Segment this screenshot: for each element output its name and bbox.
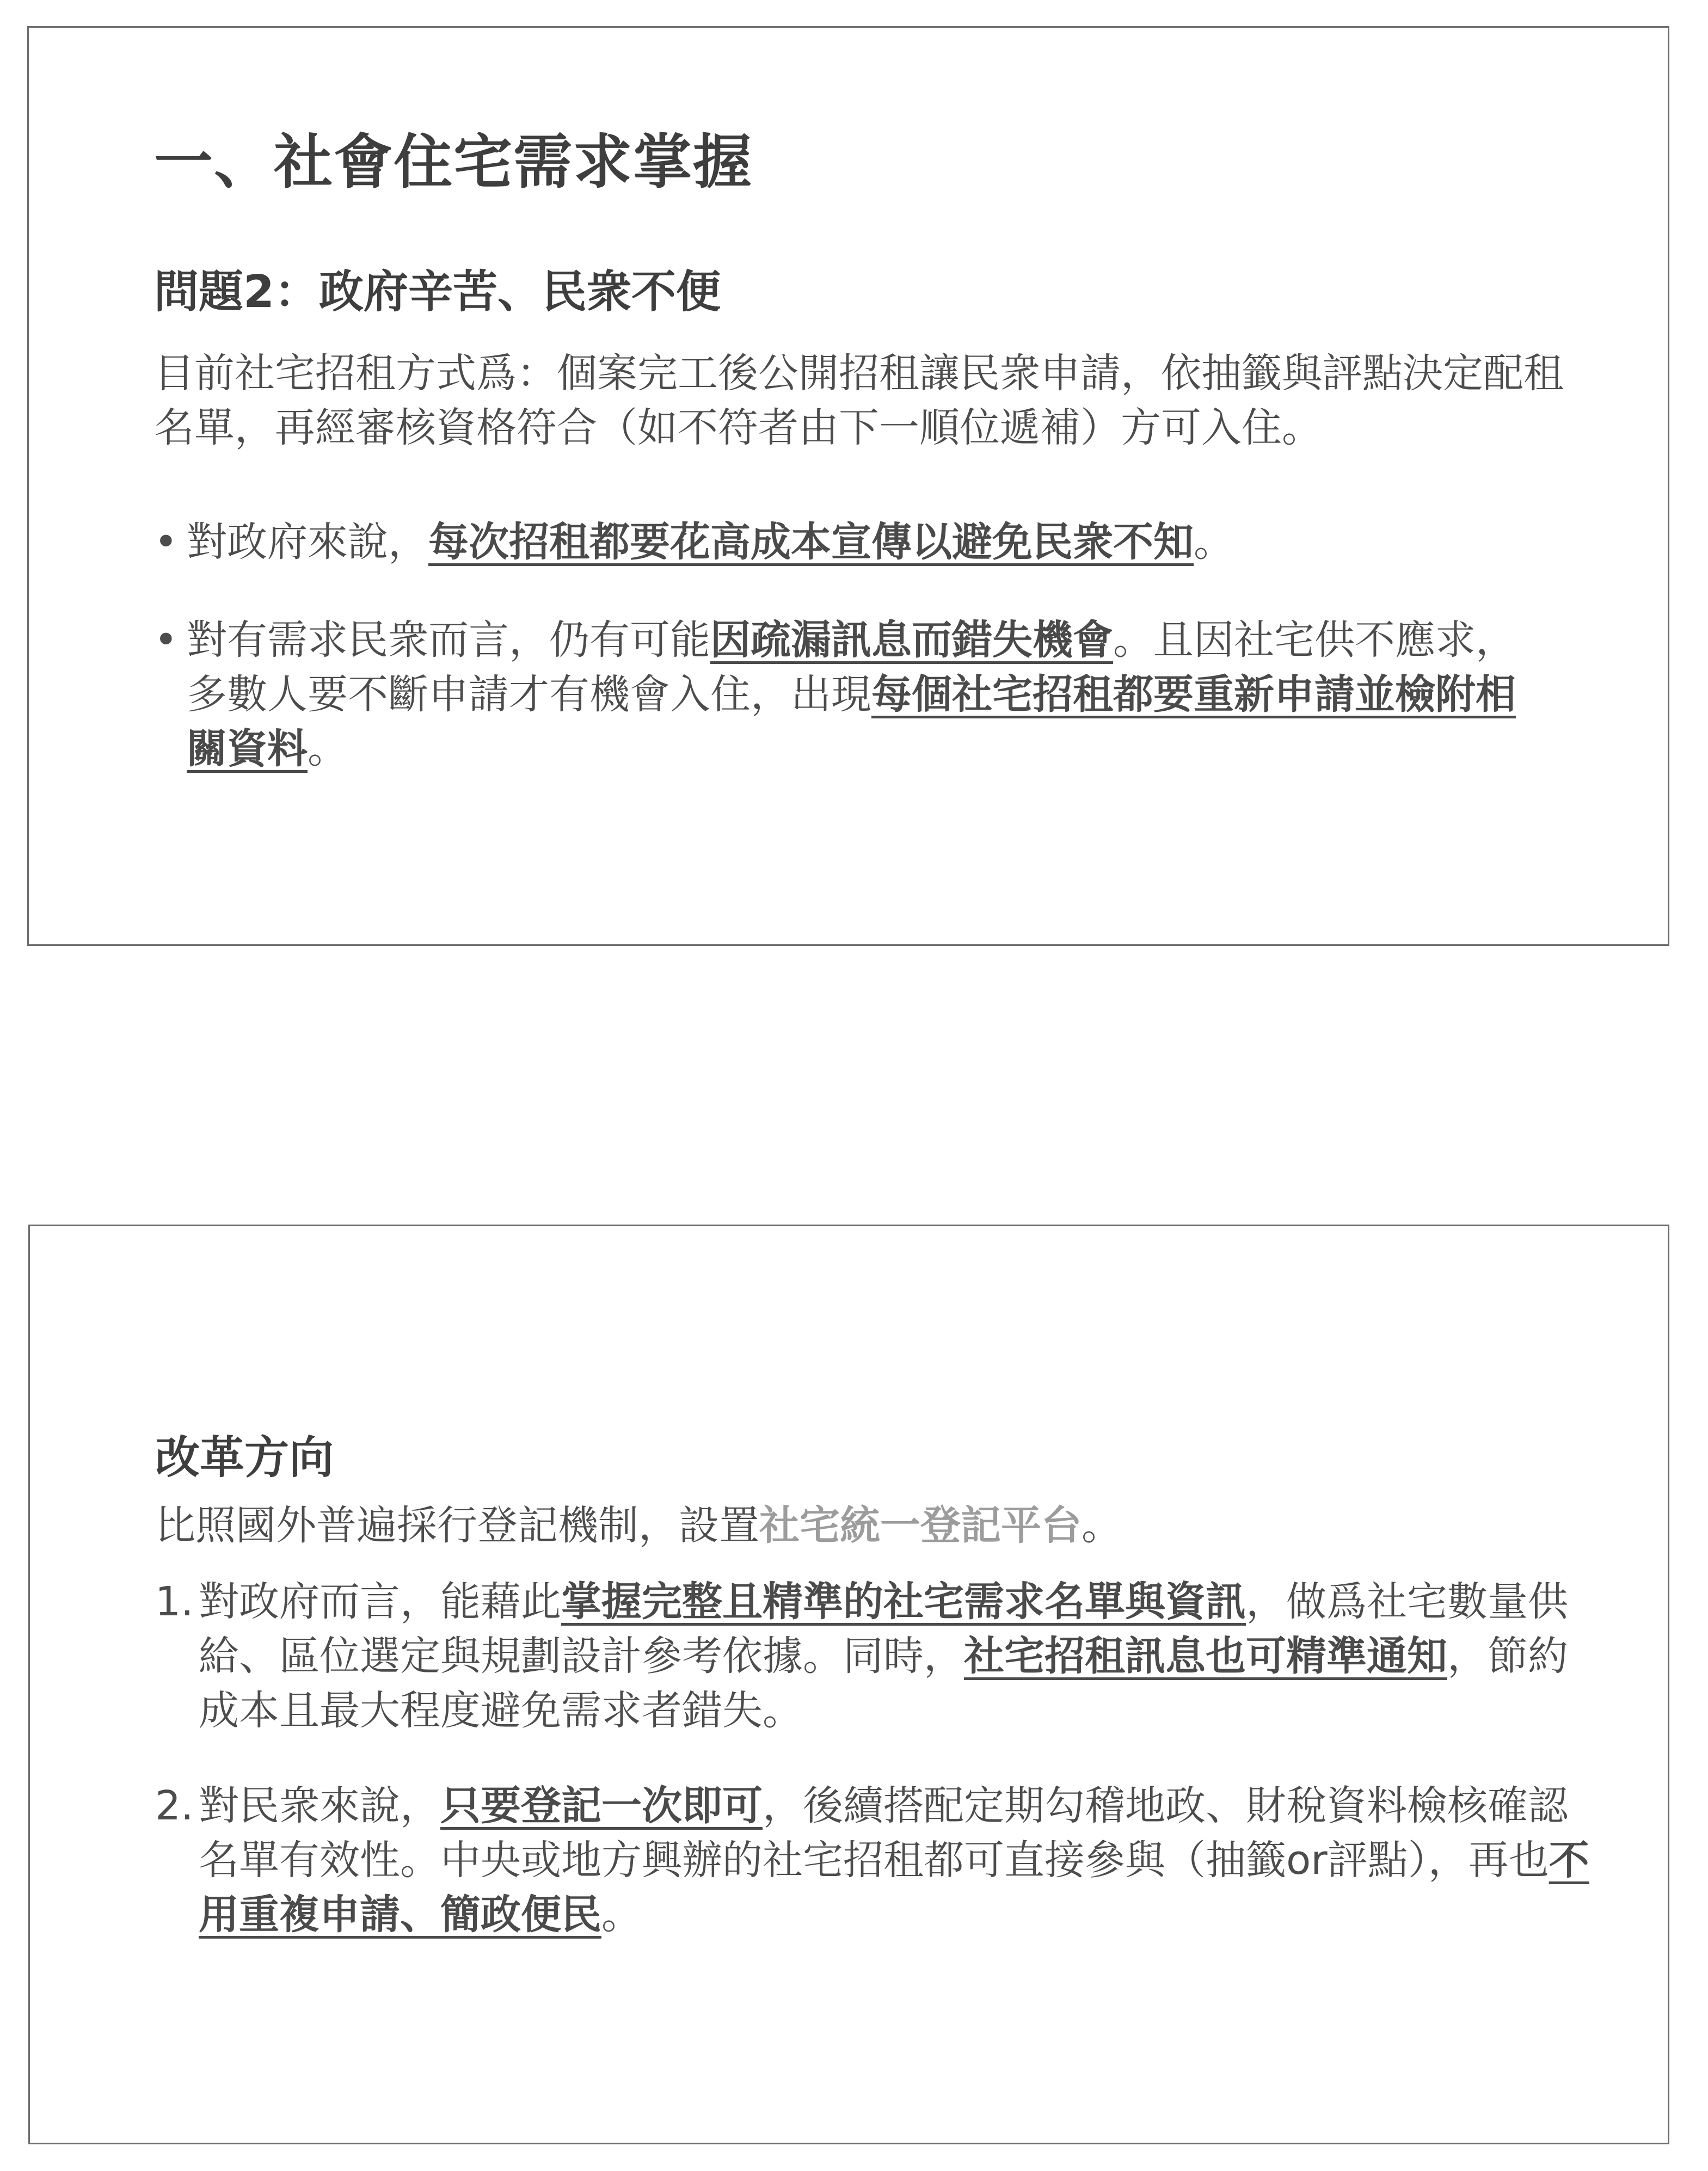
bullet-public: [154, 613, 1547, 776]
emphasis-text: 因疏漏訊息而錯失機會: [710, 617, 1113, 663]
platform-name: 社宅統一登記平台: [759, 1502, 1082, 1549]
bullet-text: 。: [308, 725, 348, 772]
emphasis-text: 掌握完整且精準的社宅需求名單與資訊: [561, 1578, 1246, 1625]
intro-text: 。: [1082, 1502, 1122, 1549]
slide-problem: [27, 26, 1669, 946]
problem-subtitle: 問題2：政府辛苦、民衆不便: [154, 266, 721, 318]
item-text: ，做爲社宅數量供給、區位選定與規劃設計參考依據。同時，: [199, 1578, 1568, 1680]
reform-intro: [155, 1498, 1603, 1553]
intro-paragraph: 目前社宅招租方式爲：個案完工後公開招租讓民衆申請，依抽籤與評點決定配租名單，再經審核資格符合（如不符者由下一順位遞補）方可入住。: [154, 350, 1564, 451]
bullet-government: [154, 515, 1602, 569]
item-text: ，後續搭配定期勾稽地政、財稅資料檢核確認名單有效性。中央或地方興辦的社宅招租都可直接參與（抽籤or評點），再也: [199, 1782, 1568, 1884]
item-text: 對民衆來說，: [199, 1782, 440, 1829]
reform-title: 改革方向: [155, 1432, 334, 1484]
emphasis-text: 只要登記一次即可: [440, 1782, 763, 1829]
item-text: 對政府而言，能藉此: [199, 1578, 561, 1625]
slide-reform: [28, 1225, 1669, 2144]
item-text: ，節約成本且最大程度避免需求者錯失。: [199, 1633, 1568, 1734]
reform-item-public: [155, 1779, 1603, 1942]
bullet-text: 對政府來說，: [187, 519, 428, 565]
bullet-text: 對有需求民衆而言，仍有可能: [187, 617, 710, 663]
item-number: 2.: [155, 1782, 194, 1829]
intro-text: 比照國外普遍採行登記機制，設置: [155, 1502, 759, 1549]
item-number: 1.: [155, 1578, 194, 1625]
item-text: 。: [601, 1891, 642, 1938]
bullet-marker: •: [154, 617, 178, 663]
bullet-text: 。且因社宅供不應求，多數人要不斷申請才有機會入住，出現: [187, 617, 1516, 718]
reform-item-government: [155, 1575, 1603, 1738]
bullet-text: 。: [1194, 519, 1234, 565]
emphasis-text: 每個社宅招租都要重新申請並檢附相關資料: [187, 671, 1516, 772]
emphasis-text: 社宅招租訊息也可精準通知: [964, 1633, 1447, 1680]
emphasis-text: 每次招租都要花高成本宣傳以避免民衆不知: [428, 519, 1194, 565]
emphasis-text: 不用重複申請、簡政便民: [199, 1837, 1589, 1938]
bullet-marker: •: [154, 519, 178, 565]
slide-title: 一、社會住宅需求掌握: [154, 128, 753, 196]
